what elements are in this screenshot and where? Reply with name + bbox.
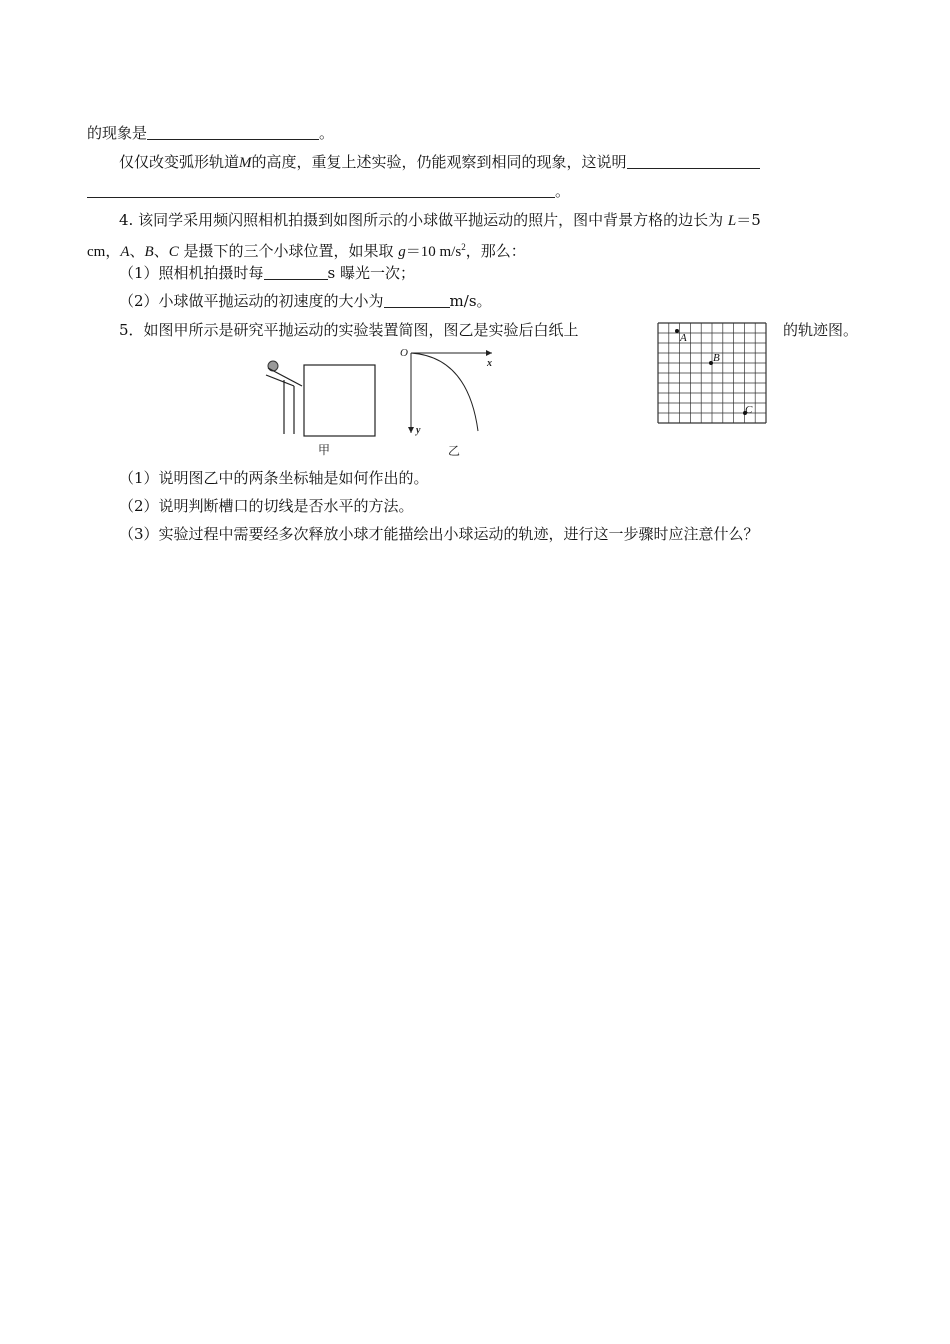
ball-icon bbox=[268, 361, 278, 371]
text-line-2: 仅仅改变弧形轨道M的高度，重复上述实验，仍能观察到相同的现象，这说明 bbox=[119, 151, 760, 174]
question-4-sub-1: （1）照相机拍摄时每 s 曝光一次； bbox=[119, 264, 416, 282]
figure-label-yi: 乙 bbox=[448, 444, 461, 458]
question-5-sub-2: （2）说明判断槽口的切线是否水平的方法。 bbox=[119, 497, 414, 515]
answer-blank[interactable] bbox=[264, 263, 328, 280]
question-5-sub-3: （3）实验过程中需要经多次释放小球才能描绘出小球运动的轨迹，进行这一步骤时应注意什么？ bbox=[119, 525, 759, 543]
question-5-sub-1: （1）说明图乙中的两条坐标轴是如何作出的。 bbox=[119, 469, 429, 487]
ramp-lower bbox=[266, 375, 294, 386]
axis-origin-label: O bbox=[400, 347, 408, 359]
x-axis-label: x bbox=[487, 358, 492, 369]
y-axis-label: y bbox=[416, 425, 421, 436]
point-b-label: B bbox=[713, 352, 720, 364]
point-a-label: A bbox=[680, 332, 687, 344]
ramp bbox=[268, 368, 302, 386]
figure-trajectory-axes bbox=[398, 343, 498, 463]
question-4-sub-2: （2）小球做平抛运动的初速度的大小为 m/s。 bbox=[119, 292, 492, 310]
question-5-line-1: 5．如图甲所示是研究平抛运动的实验装置简图，图乙是实验后白纸上 bbox=[119, 321, 579, 339]
answer-blank[interactable] bbox=[384, 291, 450, 308]
answer-blank[interactable] bbox=[87, 181, 555, 198]
point-c-label: C bbox=[745, 404, 753, 416]
question-5-line-1-end: 的轨迹图。 bbox=[783, 321, 859, 339]
y-axis-arrow-icon bbox=[408, 427, 414, 433]
figure-label-jia: 甲 bbox=[318, 443, 331, 456]
point-a bbox=[675, 329, 679, 333]
trajectory-curve bbox=[411, 353, 478, 431]
text-line-3: 。 bbox=[87, 180, 570, 202]
text-line-1: 的现象是 。 bbox=[87, 124, 335, 142]
board bbox=[304, 365, 375, 436]
answer-blank[interactable] bbox=[627, 152, 760, 169]
figure-grid-photo bbox=[657, 322, 769, 426]
question-4-line-2: cm，A、B、C 是摄下的三个小球位置，如果取 g＝10 $m/s^2$，那么： bbox=[87, 242, 526, 260]
answer-blank[interactable] bbox=[147, 123, 319, 140]
figure-apparatus bbox=[262, 356, 382, 456]
question-4-line-1: 4. 该同学采用频闪照相机拍摄到如图所示的小球做平抛运动的照片，图中背景方格的边长为 L＝5 bbox=[119, 211, 761, 229]
x-axis-arrow-icon bbox=[486, 350, 492, 356]
